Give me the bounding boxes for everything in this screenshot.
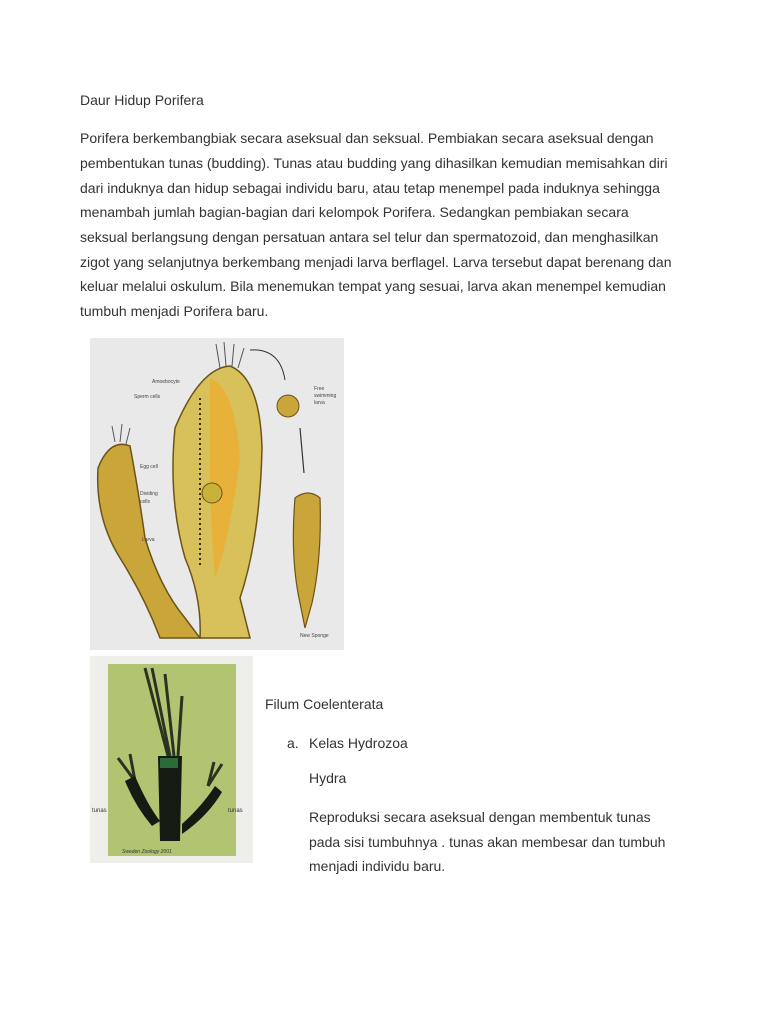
paragraph-line: seksual berlangsung dengan persatuan antara sel telur dan spermatozoid, dan menghasilkan: [80, 229, 659, 245]
body-line: Reproduksi secara aseksual dengan membentuk tunas: [309, 809, 651, 825]
label-larva: Larva: [142, 537, 155, 543]
subheading: Hydra: [309, 770, 347, 786]
list-marker: a.: [287, 735, 299, 751]
body-line: pada sisi tumbuhnya . tunas akan membesar dan tumbuh: [309, 834, 666, 850]
figure-credit: Sweden Zoology 2001: [122, 849, 172, 855]
label-egg-cell: Egg cell: [140, 464, 158, 470]
paragraph-line: tumbuh menjadi Porifera baru.: [80, 303, 269, 319]
list-item-label: Kelas Hydrozoa: [309, 735, 408, 751]
label-sperm-cells: Sperm cells: [134, 394, 161, 400]
hydra-figure: [90, 656, 253, 863]
paragraph-line: dari induknya dan hidup sebagai individu baru, atau tetap menempel pada induknya sehingga: [80, 180, 660, 196]
paragraph-line: keluar melalui oskulum. Bila menemukan tempat yang sesuai, larva akan menempel kemudian: [80, 278, 666, 294]
label-amoebocyte: Amoebocyte: [152, 379, 180, 385]
page-title: Daur Hidup Porifera: [80, 92, 204, 108]
paragraph-line: pembentukan tunas (budding). Tunas atau budding yang dihasilkan kemudian memisahkan diri: [80, 155, 668, 171]
label-swimming: swimming: [314, 393, 337, 399]
paragraph-line: menambah jumlah bagian-bagian dari kelompok Porifera. Sedangkan pembiakan secara: [80, 204, 629, 220]
label-free: Free: [314, 386, 325, 392]
porifera-life-cycle-figure: [90, 338, 344, 650]
label-cells: cells: [140, 499, 151, 505]
label-dividing: Dividing: [140, 491, 158, 497]
paragraph-line: Porifera berkembangbiak secara aseksual dan seksual. Pembiakan secara aseksual dengan: [80, 130, 654, 146]
body-line: menjadi individu baru.: [309, 858, 446, 874]
section-heading: Filum Coelenterata: [265, 696, 384, 712]
label-new-sponge: New Sponge: [300, 633, 329, 639]
label-tunas-left: tunas: [92, 808, 107, 814]
label-tunas-right: tunas: [228, 808, 243, 814]
label-larva-free: larva: [314, 400, 325, 406]
paragraph-line: zigot yang selanjutnya berkembang menjadi larva berflagel. Larva tersebut dapat berenang dan: [80, 254, 672, 270]
